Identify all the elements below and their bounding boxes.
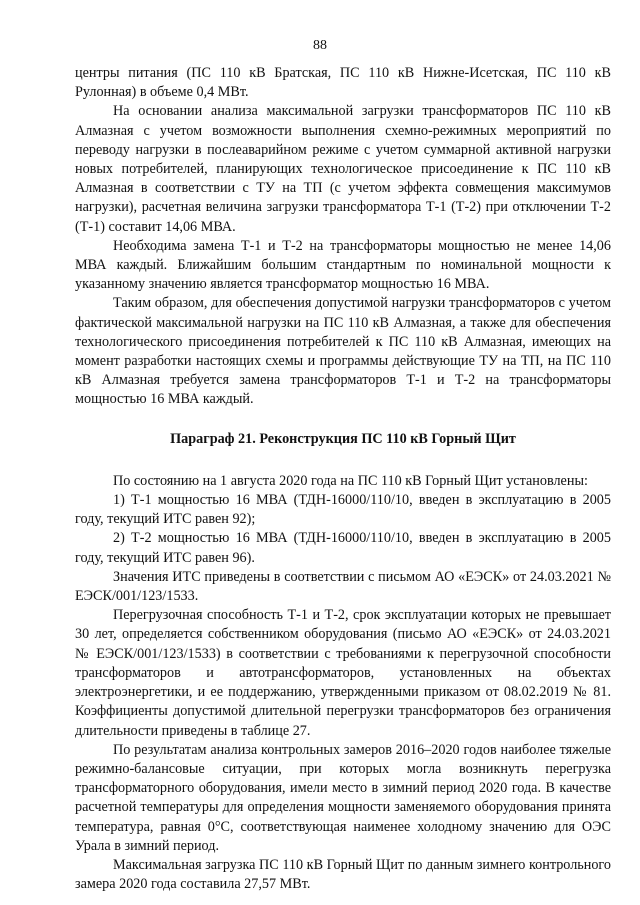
paragraph: Максимальная загрузка ПС 110 кВ Горный Щит по данным зимнего контрольного замера 2020 года составила 27,57 МВт.: [75, 856, 611, 893]
list-item: 1) Т-1 мощностью 16 МВА (ТДН-16000/110/10, введен в эксплуатацию в 2005 году, текущий ИТС равен 92);: [75, 492, 611, 528]
paragraph: Перегрузочная способность Т-1 и Т-2, срок эксплуатации которых не превышает 30 лет, определяется собственником оборудования (письмо АО «ЕЭСК» от 24.03.2021 № ЕЭСК/001/123/1533) в соответствии с требованиями к перегрузочной способности трансформаторов и автотрансформаторов, установленных на объектах электроэнергетики, и ее поддержанию, утвержденными приказом от 08.02.2019 № 81. Коэффициенты допустимой длительной перегрузки трансформаторов без ограничения длительности приведены в таблице 27.: [75, 607, 611, 739]
list-item: 2) Т-2 мощностью 16 МВА (ТДН-16000/110/10, введен в эксплуатацию в 2005 году, текущий ИТС равен 96).: [75, 530, 611, 566]
paragraph: По результатам анализа контрольных замеров 2016–2020 годов наиболее тяжелые режимно-балансовые ситуации, при которых могла возникнуть перегрузка трансформаторного оборудования, имели место в зимний период 2020 года. В качестве расчетной температуры для определения мощности заменяемого оборудования принята температура, равная 0°С, соответствующая наименее холодному значению для ОЭС Урала в зимний период.: [75, 741, 611, 854]
paragraph: Таким образом, для обеспечения допустимой нагрузки трансформаторов с учетом фактической максимальной нагрузки на ПС 110 кВ Алмазная, а также для обеспечения технологического присоединения потребителей к ПС 110 кВ Алмазная, имеющих на момент разработки настоящих схемы и программы действующие ТУ на ТП, на ПС 110 кВ Алмазная требуется замена трансформаторов Т-1 и Т-2 на трансформаторы мощностью 16 МВА каждый.: [75, 295, 611, 408]
paragraph: По состоянию на 1 августа 2020 года на ПС 110 кВ Горный Щит установлены:: [113, 472, 588, 489]
document-body: [75, 64, 611, 894]
section-heading: Параграф 21. Реконструкция ПС 110 кВ Горный Щит: [170, 430, 516, 447]
paragraph: Необходима замена Т-1 и Т-2 на трансформаторы мощностью не менее 14,06 МВА каждый. Ближайшим большим стандартным по номинальной мощности к указанному значению является трансформатор мощностью 16 МВА.: [75, 237, 611, 293]
paragraph: центры питания (ПС 110 кВ Братская, ПС 110 кВ Нижне-Исетская, ПС 110 кВ Рулонная) в объеме 0,4 МВт.: [75, 65, 611, 101]
paragraph: На основании анализа максимальной загрузки трансформаторов ПС 110 кВ Алмазная с учетом возможности выполнения схемно-режимных мероприятий по переводу нагрузки в послеаварийном режиме с учетом суммарной активной нагрузки новых потребителей, планирующих технологическое присоединение к ПС 110 кВ Алмазная в соответствии с ТУ на ТП (с учетом эффекта совмещения максимумов нагрузки), расчетная величина загрузки трансформатора Т-1 (Т-2) при отключении Т-2 (Т-1) составит 14,06 МВА.: [75, 103, 611, 235]
paragraph: Значения ИТС приведены в соответствии с письмом АО «ЕЭСК» от 24.03.2021 № ЕЭСК/001/123/1533.: [75, 568, 611, 605]
page-number: 88: [313, 38, 327, 53]
